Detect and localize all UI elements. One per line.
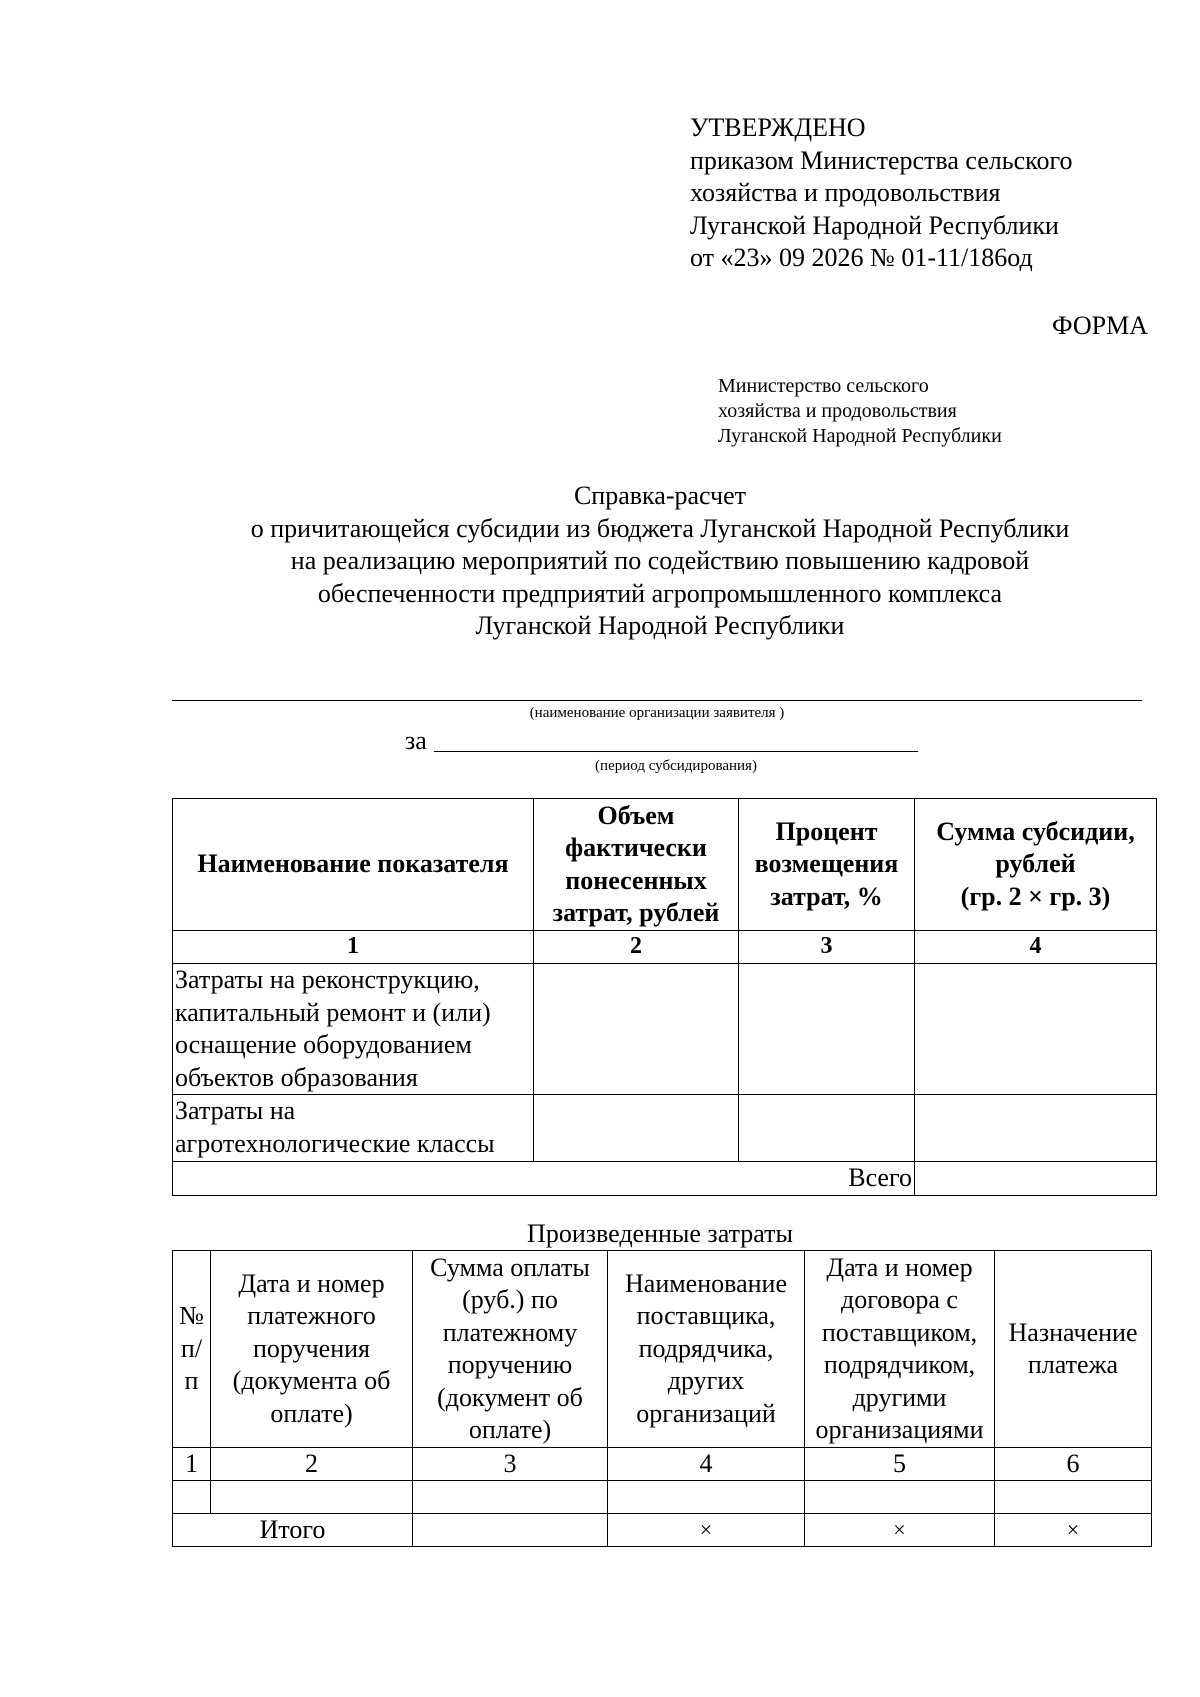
column-number: 2 <box>211 1448 413 1481</box>
table-row <box>173 964 1157 1095</box>
addressee-line: хозяйства и продовольствия <box>718 400 957 422</box>
row-label-agro-classes: Затраты на агротехнологические классы <box>173 1095 534 1162</box>
approval-line: хозяйства и продовольствия <box>690 178 1001 207</box>
cross-mark: × <box>805 1514 995 1547</box>
title-line: Справка-расчет <box>573 481 747 510</box>
row-number-cell[interactable] <box>173 1481 211 1514</box>
header-payment-purpose: Назначение платежа <box>995 1251 1152 1448</box>
title-line: о причитающейся субсидии из бюджета Луганской Народной Республики <box>250 513 1070 543</box>
column-number: 3 <box>739 931 915 964</box>
document-title <box>120 480 1200 643</box>
section-title-costs: Произведенные затраты <box>527 1219 793 1248</box>
header-actual-costs: Объем фактически понесенных затрат, рублей <box>534 799 739 931</box>
column-number: 2 <box>534 931 739 964</box>
table-row <box>173 1095 1157 1162</box>
header-payment-sum: Сумма оплаты (руб.) по платежному поручению (документ об оплате) <box>413 1251 608 1448</box>
period-field[interactable] <box>434 751 918 752</box>
subsidy-sum-cell[interactable] <box>915 1095 1157 1162</box>
total-label: Итого <box>173 1514 413 1547</box>
header-payment-order: Дата и номер платежного поручения (документа об оплате) <box>211 1251 413 1448</box>
subsidy-calculation-table <box>172 798 1157 1196</box>
addressee-line: Луганской Народной Республики <box>718 425 1002 447</box>
total-row <box>173 1162 1157 1196</box>
approval-line: приказом Министерства сельского <box>690 145 1073 175</box>
approval-block <box>690 112 1160 275</box>
column-number: 4 <box>915 931 1157 964</box>
actual-costs-cell[interactable] <box>534 1095 739 1162</box>
addressee-block <box>718 374 1138 449</box>
column-number: 1 <box>173 1448 211 1481</box>
payment-purpose-cell[interactable] <box>995 1481 1152 1514</box>
header-row-number: № п/ п <box>173 1251 211 1448</box>
column-number: 6 <box>995 1448 1152 1481</box>
payment-sum-cell[interactable] <box>413 1481 608 1514</box>
form-label: ФОРМА <box>1052 311 1148 340</box>
period-caption: (период субсидирования) <box>595 758 757 774</box>
table-row <box>173 1481 1152 1514</box>
column-number: 5 <box>805 1448 995 1481</box>
header-reimbursement-percent: Процент возмещения затрат, % <box>739 799 915 931</box>
title-line: на реализацию мероприятий по содействию повышению кадровой <box>290 546 1030 575</box>
percent-cell[interactable] <box>739 1095 915 1162</box>
title-line: Луганской Народной Республики <box>475 611 845 640</box>
header-supplier-name: Наименование поставщика, подрядчика, других организаций <box>608 1251 805 1448</box>
actual-costs-cell[interactable] <box>534 964 739 1095</box>
approval-order-number: от «23» 09 2026 № 01-11/186од <box>690 243 1033 272</box>
column-number-row <box>173 931 1157 964</box>
column-number: 4 <box>608 1448 805 1481</box>
period-prefix: за <box>405 726 427 755</box>
total-sum-cell[interactable] <box>915 1162 1157 1196</box>
header-indicator: Наименование показателя <box>173 799 534 931</box>
organization-name-field[interactable] <box>172 700 1142 701</box>
title-line: обеспеченности предприятий агропромышленного комплекса <box>317 578 1003 608</box>
total-row <box>173 1514 1152 1547</box>
header-contract: Дата и номер договора с поставщиком, подрядчиком, другими организациями <box>805 1251 995 1448</box>
table-header-row <box>173 799 1157 931</box>
percent-cell[interactable] <box>739 964 915 1095</box>
incurred-costs-table <box>172 1250 1152 1547</box>
column-number: 3 <box>413 1448 608 1481</box>
row-label-reconstruction: Затраты на реконструкцию, капитальный ремонт и (или) оснащение оборудованием объектов образования <box>173 964 534 1095</box>
header-subsidy-sum: Сумма субсидии, рублей (гр. 2 × гр. 3) <box>915 799 1157 931</box>
organization-caption: (наименование организации заявителя ) <box>529 705 785 721</box>
approval-line: Луганской Народной Республики <box>690 210 1059 240</box>
payment-order-cell[interactable] <box>211 1481 413 1514</box>
addressee-line: Министерство сельского <box>718 375 929 397</box>
contract-cell[interactable] <box>805 1481 995 1514</box>
column-number-row <box>173 1448 1152 1481</box>
total-payment-sum-cell[interactable] <box>413 1514 608 1547</box>
cross-mark: × <box>995 1514 1152 1547</box>
column-number: 1 <box>173 931 534 964</box>
approval-heading: УТВЕРЖДЕНО <box>690 113 866 142</box>
subsidy-sum-cell[interactable] <box>915 964 1157 1095</box>
total-label: Всего <box>173 1162 915 1196</box>
cross-mark: × <box>608 1514 805 1547</box>
table-header-row <box>173 1251 1152 1448</box>
supplier-name-cell[interactable] <box>608 1481 805 1514</box>
